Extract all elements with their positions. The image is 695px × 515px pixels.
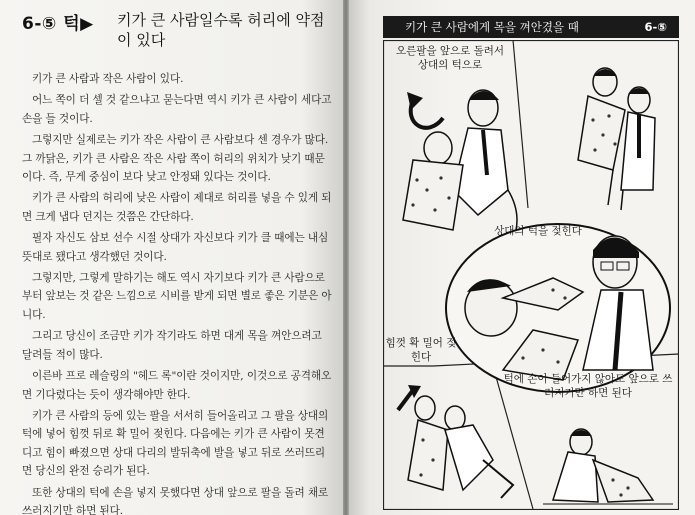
caption-4: 턱에 손이 들어가지 않아도 앞으로 쓰러지기만 하면 된다 <box>503 373 673 399</box>
body-text <box>22 70 334 515</box>
paragraph: 키가 큰 사람과 작은 사람이 있다. <box>32 73 184 85</box>
paragraph: 그렇지만, 그렇게 말하기는 해도 역시 자기보다 키가 큰 사람으로부터 앞보는 것 같은 느낌으로 시비를 받게 되면 별로 좋은 기분은 아니다. <box>22 272 332 321</box>
paragraph: 또한 상대의 턱에 손을 넣지 못했다면 상대 앞으로 팔을 돌려 채로 쓰러지기만 하면 된다. <box>22 486 329 515</box>
paragraph: 그리고 당신이 조금만 키가 작기라도 하면 대게 목을 껴안으려고 달려들 적이 많다. <box>22 330 322 361</box>
caption-1: 오른팔을 앞으로 돌려서 상대의 턱으로 <box>395 45 505 71</box>
panel-3-figures <box>398 385 513 498</box>
closeup-oval <box>446 224 670 392</box>
caption-2: 상대의 턱을 젖힌다 <box>494 225 582 237</box>
paragraph: 필자 자신도 삼보 선수 시절 상대가 자신보다 키가 클 때에는 내심 뜻대로 됐다고 생각했던 것이다. <box>22 232 329 263</box>
illustration-header <box>383 16 679 38</box>
right-page <box>349 0 695 515</box>
comic-illustration <box>383 40 679 510</box>
comic-panels <box>383 40 679 510</box>
panel-1-figures <box>403 90 517 240</box>
paragraph: 키가 큰 사람의 허리에 낮은 사람이 제대로 허리를 넣을 수 있게 되면 크게 냅다 던지는 것쯤은 간단하다. <box>22 192 332 223</box>
paragraph: 어느 쪽이 더 셀 것 같으냐고 묻는다면 역시 키가 큰 사람이 세다고 손을 들 것이다. <box>22 94 332 125</box>
paragraph: 키가 큰 사람의 등에 있는 팔을 서서히 들어올리고 그 팔을 상대의 턱에 넣어 힘껏 뒤로 확 밀어 젖힌다. 다음에는 키가 큰 사람이 못견디고 힘이 빠졌으면 상대 다리의 발뒤축에 발을 넣고 뒤로 쓰러뜨리면 당신의 완전 승리가 된다. <box>22 409 329 478</box>
illustration-title: 키가 큰 사람에게 목을 껴안겼을 때 <box>405 20 579 34</box>
chapter-number: 6-⑤ 턱▶ <box>22 14 94 34</box>
paragraph: 그렇지만 실제로는 키가 작은 사람이 큰 사람보다 센 경우가 많다. 그 까닭은, 키가 큰 사람은 작은 사람 쪽이 허리의 위치가 낮기 때문이다. 즉, 무게 중심이 보다 낮고 안정돼 있다는 것이다. <box>22 134 329 184</box>
caption-3: 힘껏 확 밀어 젖힌다 <box>385 337 457 363</box>
section-title: 키가 큰 사람일수록 허리에 약점이 있다 <box>117 11 325 49</box>
left-page <box>0 0 343 515</box>
panel-2-figures <box>578 68 655 210</box>
illustration-number: 6-⑤ <box>644 20 667 34</box>
paragraph: 이른바 프로 레슬링의 "헤드 록"이란 것이지만, 이것으로 공격해오면 기다렸다는 듯이 생각해야만 한다. <box>22 370 332 401</box>
panel-4-figures <box>543 429 673 504</box>
